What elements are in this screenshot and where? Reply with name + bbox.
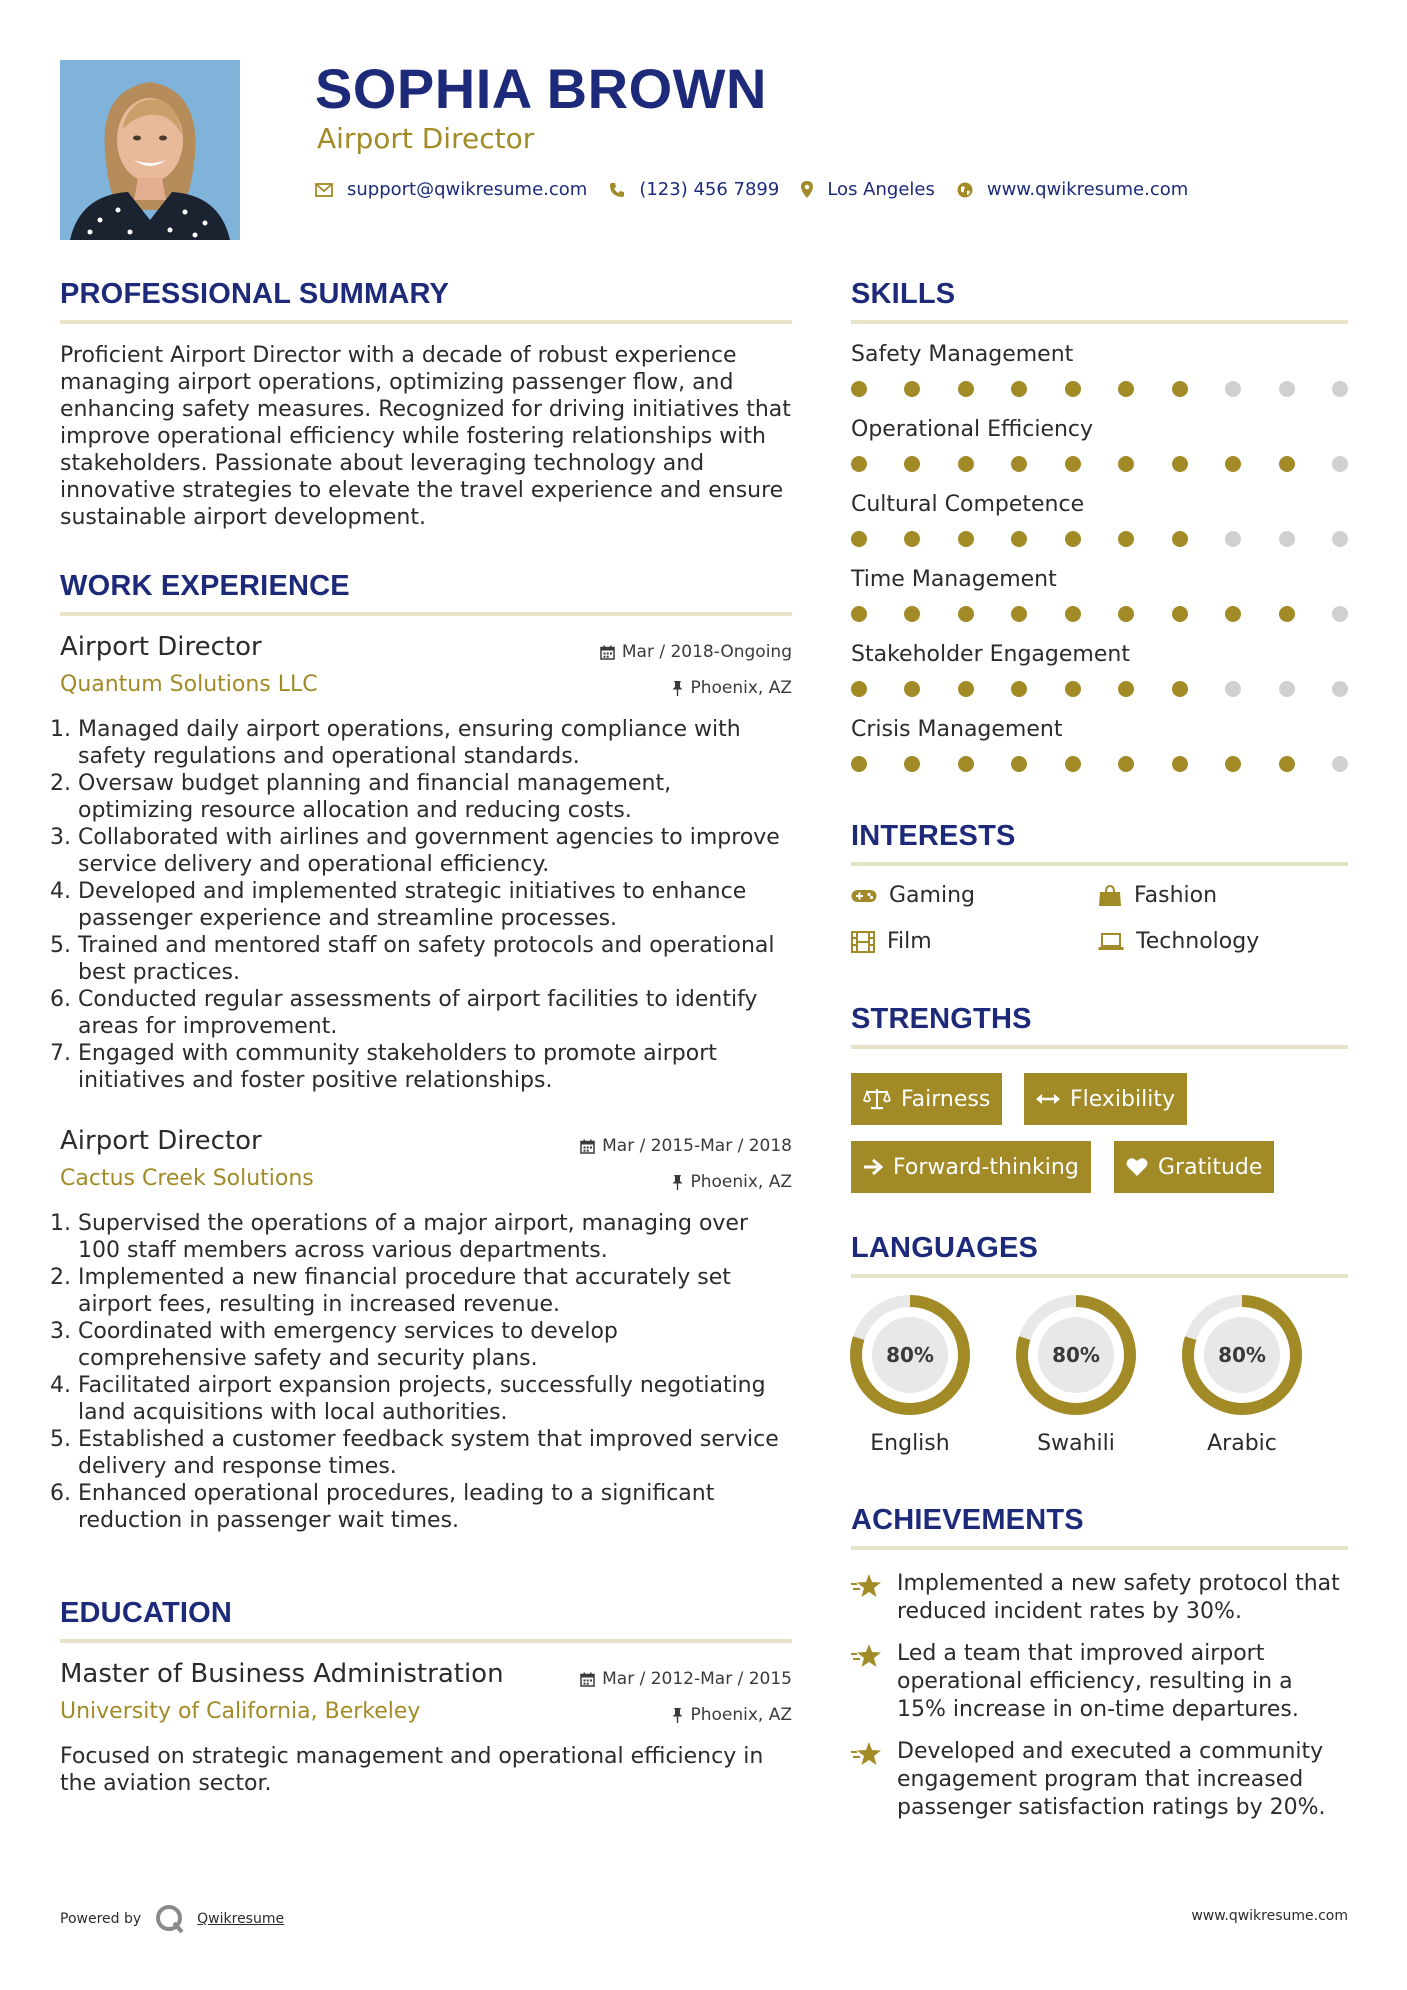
powered-by-text: Powered by [60, 1911, 142, 1927]
education-location-text: Phoenix, AZ [690, 1705, 792, 1725]
skill-name: Stakeholder Engagement [851, 642, 1130, 667]
strengths-rule [851, 1045, 1348, 1049]
achievements-rule [851, 1546, 1348, 1550]
arrow-right-icon [863, 1158, 883, 1176]
language-name: English [870, 1431, 950, 1456]
education-dates [580, 1669, 792, 1689]
rating-dot-filled [1011, 756, 1027, 772]
achievement-item [851, 1640, 1348, 1724]
skill-rating [851, 756, 1348, 772]
interest-item [1098, 883, 1217, 908]
rating-dot-filled [904, 381, 920, 397]
rating-dot-filled [1279, 456, 1295, 472]
profile-photo [60, 60, 240, 240]
rating-dot-filled [1279, 606, 1295, 622]
job-bullet: 2. Oversaw budget planning and financial management, optimizing resource allocation and reducing costs. [78, 770, 792, 824]
achievement-text: Implemented a new safety protocol that reduced incident rates by 30%. [897, 1571, 1340, 1624]
skill-item [851, 642, 1348, 697]
language-donut [1014, 1293, 1138, 1417]
calendar-icon [600, 645, 615, 660]
portrait-image [60, 60, 240, 240]
rating-dot-filled [1279, 756, 1295, 772]
job-bullet: 3. Collaborated with airlines and government agencies to improve service delivery and operational efficiency. [78, 824, 792, 878]
job-bullet: 6. Enhanced operational procedures, leading to a significant reduction in passenger wait times. [78, 1480, 792, 1534]
achievement-item [851, 1738, 1348, 1822]
globe-icon [957, 182, 973, 198]
pushpin-icon [672, 1175, 683, 1190]
film-icon [851, 931, 875, 953]
job-bullet: 4. Facilitated airport expansion projects, successfully negotiating land acquisitions with local authorities. [78, 1372, 792, 1426]
strength-tag [851, 1073, 1002, 1125]
rating-dot-filled [1065, 606, 1081, 622]
language-percent: 80% [886, 1343, 934, 1367]
shopping-bag-icon [1098, 885, 1122, 907]
language-donut [848, 1293, 972, 1417]
heart-icon [1126, 1157, 1148, 1177]
job-location-text: Phoenix, AZ [690, 678, 792, 698]
rating-dot-filled [904, 531, 920, 547]
job-bullet: 5. Trained and mentored staff on safety protocols and operational best practices. [78, 932, 792, 986]
languages-rule [851, 1274, 1348, 1278]
job-bullet: 7. Engaged with community stakeholders to promote airport initiatives and foster positive relationships. [78, 1040, 792, 1094]
achievement-item [851, 1570, 1348, 1626]
rating-dot-filled [1225, 606, 1241, 622]
summary-rule [60, 320, 792, 324]
rating-dot-filled [1011, 531, 1027, 547]
rating-dot-filled [1118, 531, 1134, 547]
rating-dot-filled [1065, 531, 1081, 547]
pushpin-icon [672, 1708, 683, 1723]
gamepad-icon [851, 888, 877, 904]
rating-dot-filled [1065, 456, 1081, 472]
education-heading: EDUCATION [60, 1597, 233, 1629]
rating-dot-filled [958, 456, 974, 472]
website-text: www.qwikresume.com [986, 179, 1189, 200]
skill-name: Cultural Competence [851, 492, 1085, 517]
rating-dot-filled [851, 756, 867, 772]
language-name: Arabic [1207, 1431, 1277, 1456]
skill-item [851, 567, 1348, 622]
interest-item [851, 883, 975, 908]
degree-title: Master of Business Administration [60, 1659, 504, 1689]
strength-label: Fairness [901, 1086, 991, 1112]
contact-website[interactable] [957, 179, 1188, 200]
language-item [1014, 1293, 1138, 1456]
laptop-icon [1098, 932, 1124, 952]
rating-dot-empty [1225, 531, 1241, 547]
rating-dot-filled [904, 681, 920, 697]
skill-name: Safety Management [851, 342, 1074, 367]
location-text: Los Angeles [827, 179, 935, 200]
rating-dot-empty [1332, 681, 1348, 697]
job-location [672, 1172, 792, 1192]
interest-label: Technology [1136, 929, 1260, 954]
rating-dot-filled [1172, 606, 1188, 622]
job-location-text: Phoenix, AZ [690, 1172, 792, 1192]
job-bullet: 5. Established a customer feedback system that improved service delivery and response times. [78, 1426, 792, 1480]
language-item [848, 1293, 972, 1456]
rating-dot-filled [1225, 756, 1241, 772]
interests-heading: INTERESTS [851, 820, 1016, 852]
rating-dot-filled [1065, 681, 1081, 697]
job-bullet: 6. Conducted regular assessments of airport facilities to identify areas for improvement. [78, 986, 792, 1040]
contact-phone[interactable] [609, 179, 779, 200]
rating-dot-filled [958, 756, 974, 772]
language-item [1180, 1293, 1304, 1456]
skill-item [851, 717, 1348, 772]
envelope-icon [315, 183, 333, 197]
balance-scale-icon [863, 1088, 891, 1110]
job-bullet: 4. Developed and implemented strategic initiatives to enhance passenger experience and streamline processes. [78, 878, 792, 932]
rating-dot-filled [1118, 756, 1134, 772]
job-entry [60, 1126, 792, 1534]
rating-dot-filled [851, 456, 867, 472]
rating-dot-filled [1011, 606, 1027, 622]
rating-dot-filled [1118, 681, 1134, 697]
strength-tag [1114, 1141, 1274, 1193]
strength-label: Forward-thinking [893, 1154, 1079, 1180]
rating-dot-filled [904, 606, 920, 622]
rating-dot-filled [1172, 456, 1188, 472]
skill-name: Operational Efficiency [851, 417, 1094, 442]
skill-name: Time Management [851, 567, 1057, 592]
rating-dot-empty [1225, 381, 1241, 397]
map-pin-icon [801, 181, 813, 198]
qwikresume-link[interactable]: Qwikresume [197, 1911, 285, 1927]
job-bullet: 3. Coordinated with emergency services to develop comprehensive safety and security plans. [78, 1318, 792, 1372]
skill-rating [851, 531, 1348, 547]
school-name: University of California, Berkeley [60, 1699, 421, 1724]
candidate-role: Airport Director [317, 122, 535, 155]
rating-dot-filled [1225, 456, 1241, 472]
rating-dot-filled [1118, 381, 1134, 397]
skills-heading: SKILLS [851, 278, 956, 310]
rating-dot-filled [1118, 606, 1134, 622]
rating-dot-empty [1332, 381, 1348, 397]
rating-dot-filled [851, 606, 867, 622]
contact-bar [315, 179, 1210, 200]
rating-dot-filled [904, 756, 920, 772]
language-percent: 80% [1052, 1343, 1100, 1367]
job-entry [60, 632, 792, 1094]
rating-dot-filled [904, 456, 920, 472]
skill-name: Crisis Management [851, 717, 1063, 742]
qwikresume-logo-icon [155, 1904, 185, 1934]
rating-dot-filled [958, 381, 974, 397]
rating-dot-filled [958, 531, 974, 547]
rating-dot-empty [1332, 606, 1348, 622]
contact-email[interactable] [315, 179, 587, 200]
star-icon [851, 1572, 883, 1600]
language-donut [1180, 1293, 1304, 1417]
job-company: Quantum Solutions LLC [60, 672, 318, 697]
achievement-text: Led a team that improved airport operational efficiency, resulting in a 15% increase in on-time departures. [897, 1641, 1299, 1722]
skill-rating [851, 681, 1348, 697]
strength-label: Gratitude [1158, 1154, 1263, 1180]
education-rule [60, 1639, 792, 1643]
rating-dot-filled [851, 381, 867, 397]
rating-dot-filled [1011, 681, 1027, 697]
phone-text: (123) 456 7899 [639, 179, 780, 200]
calendar-icon [580, 1672, 595, 1687]
job-location [672, 678, 792, 698]
arrows-horizontal-icon [1036, 1092, 1060, 1106]
education-dates-text: Mar / 2012-Mar / 2015 [602, 1669, 792, 1689]
phone-icon [609, 182, 625, 198]
skills-rule [851, 320, 1348, 324]
rating-dot-empty [1332, 531, 1348, 547]
education-text: Focused on strategic management and operational efficiency in the aviation sector. [60, 1744, 764, 1796]
interest-label: Fashion [1134, 883, 1218, 908]
interest-label: Gaming [889, 883, 975, 908]
strength-label: Flexibility [1070, 1086, 1175, 1112]
candidate-name: SOPHIA BROWN [315, 57, 767, 120]
language-name: Swahili [1037, 1431, 1115, 1456]
rating-dot-filled [851, 681, 867, 697]
rating-dot-filled [1065, 381, 1081, 397]
rating-dot-filled [851, 531, 867, 547]
interest-item [1098, 929, 1259, 954]
achievement-text: Developed and executed a community engagement program that increased passenger satisfaction ratings by 20%. [897, 1739, 1326, 1820]
job-dates [580, 1136, 792, 1156]
job-dates-text: Mar / 2015-Mar / 2018 [602, 1136, 792, 1156]
skill-rating [851, 606, 1348, 622]
pushpin-icon [672, 681, 683, 696]
job-bullet: 1. Managed daily airport operations, ensuring compliance with safety regulations and operational standards. [78, 716, 792, 770]
education-entry [60, 1659, 792, 1797]
footer-powered [60, 1904, 284, 1934]
job-title: Airport Director [60, 1126, 262, 1156]
rating-dot-empty [1279, 531, 1295, 547]
rating-dot-filled [1011, 456, 1027, 472]
email-text: support@qwikresume.com [347, 179, 588, 200]
job-bullets [60, 716, 792, 1094]
footer-site-link[interactable]: www.qwikresume.com [1191, 1908, 1348, 1924]
job-dates [600, 642, 792, 662]
job-bullets [60, 1210, 792, 1534]
experience-rule [60, 612, 792, 616]
rating-dot-filled [1172, 381, 1188, 397]
summary-heading: PROFESSIONAL SUMMARY [60, 278, 450, 310]
rating-dot-filled [958, 606, 974, 622]
experience-heading: WORK EXPERIENCE [60, 570, 350, 602]
summary-text: Proficient Airport Director with a decade of robust experience managing airport operations, optimizing passenger flow, and enhancing safety measures. Recognized for driving initiatives that improve operational efficiency while fostering relationships with stakeholders. Passionate about leveraging technology and innovative strategies to elevate the travel experience and ensure sustainable airport development. [60, 343, 791, 530]
skill-item [851, 417, 1348, 472]
skill-item [851, 492, 1348, 547]
rating-dot-filled [1065, 756, 1081, 772]
skill-rating [851, 381, 1348, 397]
job-bullet: 2. Implemented a new financial procedure that accurately set airport fees, resulting in increased revenue. [78, 1264, 792, 1318]
rating-dot-empty [1279, 381, 1295, 397]
job-title: Airport Director [60, 632, 262, 662]
rating-dot-filled [1118, 456, 1134, 472]
star-icon [851, 1642, 883, 1670]
job-bullet: 1. Supervised the operations of a major airport, managing over 100 staff members across various departments. [78, 1210, 792, 1264]
skill-rating [851, 456, 1348, 472]
rating-dot-empty [1279, 681, 1295, 697]
skill-item [851, 342, 1348, 397]
job-dates-text: Mar / 2018-Ongoing [621, 642, 792, 662]
languages-heading: LANGUAGES [851, 1232, 1039, 1264]
calendar-icon [580, 1139, 595, 1154]
rating-dot-filled [958, 681, 974, 697]
interests-rule [851, 862, 1348, 866]
strength-tag [851, 1141, 1091, 1193]
language-percent: 80% [1218, 1343, 1266, 1367]
interest-item [851, 929, 932, 954]
interest-label: Film [887, 929, 932, 954]
rating-dot-filled [1172, 681, 1188, 697]
star-icon [851, 1740, 883, 1768]
rating-dot-empty [1332, 456, 1348, 472]
rating-dot-filled [1011, 381, 1027, 397]
contact-location [801, 179, 935, 200]
achievements-heading: ACHIEVEMENTS [851, 1504, 1084, 1536]
education-location [672, 1705, 792, 1725]
rating-dot-filled [1172, 531, 1188, 547]
strength-tag [1024, 1073, 1187, 1125]
strengths-heading: STRENGTHS [851, 1003, 1032, 1035]
rating-dot-filled [1172, 756, 1188, 772]
rating-dot-empty [1332, 756, 1348, 772]
job-company: Cactus Creek Solutions [60, 1166, 314, 1191]
rating-dot-empty [1225, 681, 1241, 697]
